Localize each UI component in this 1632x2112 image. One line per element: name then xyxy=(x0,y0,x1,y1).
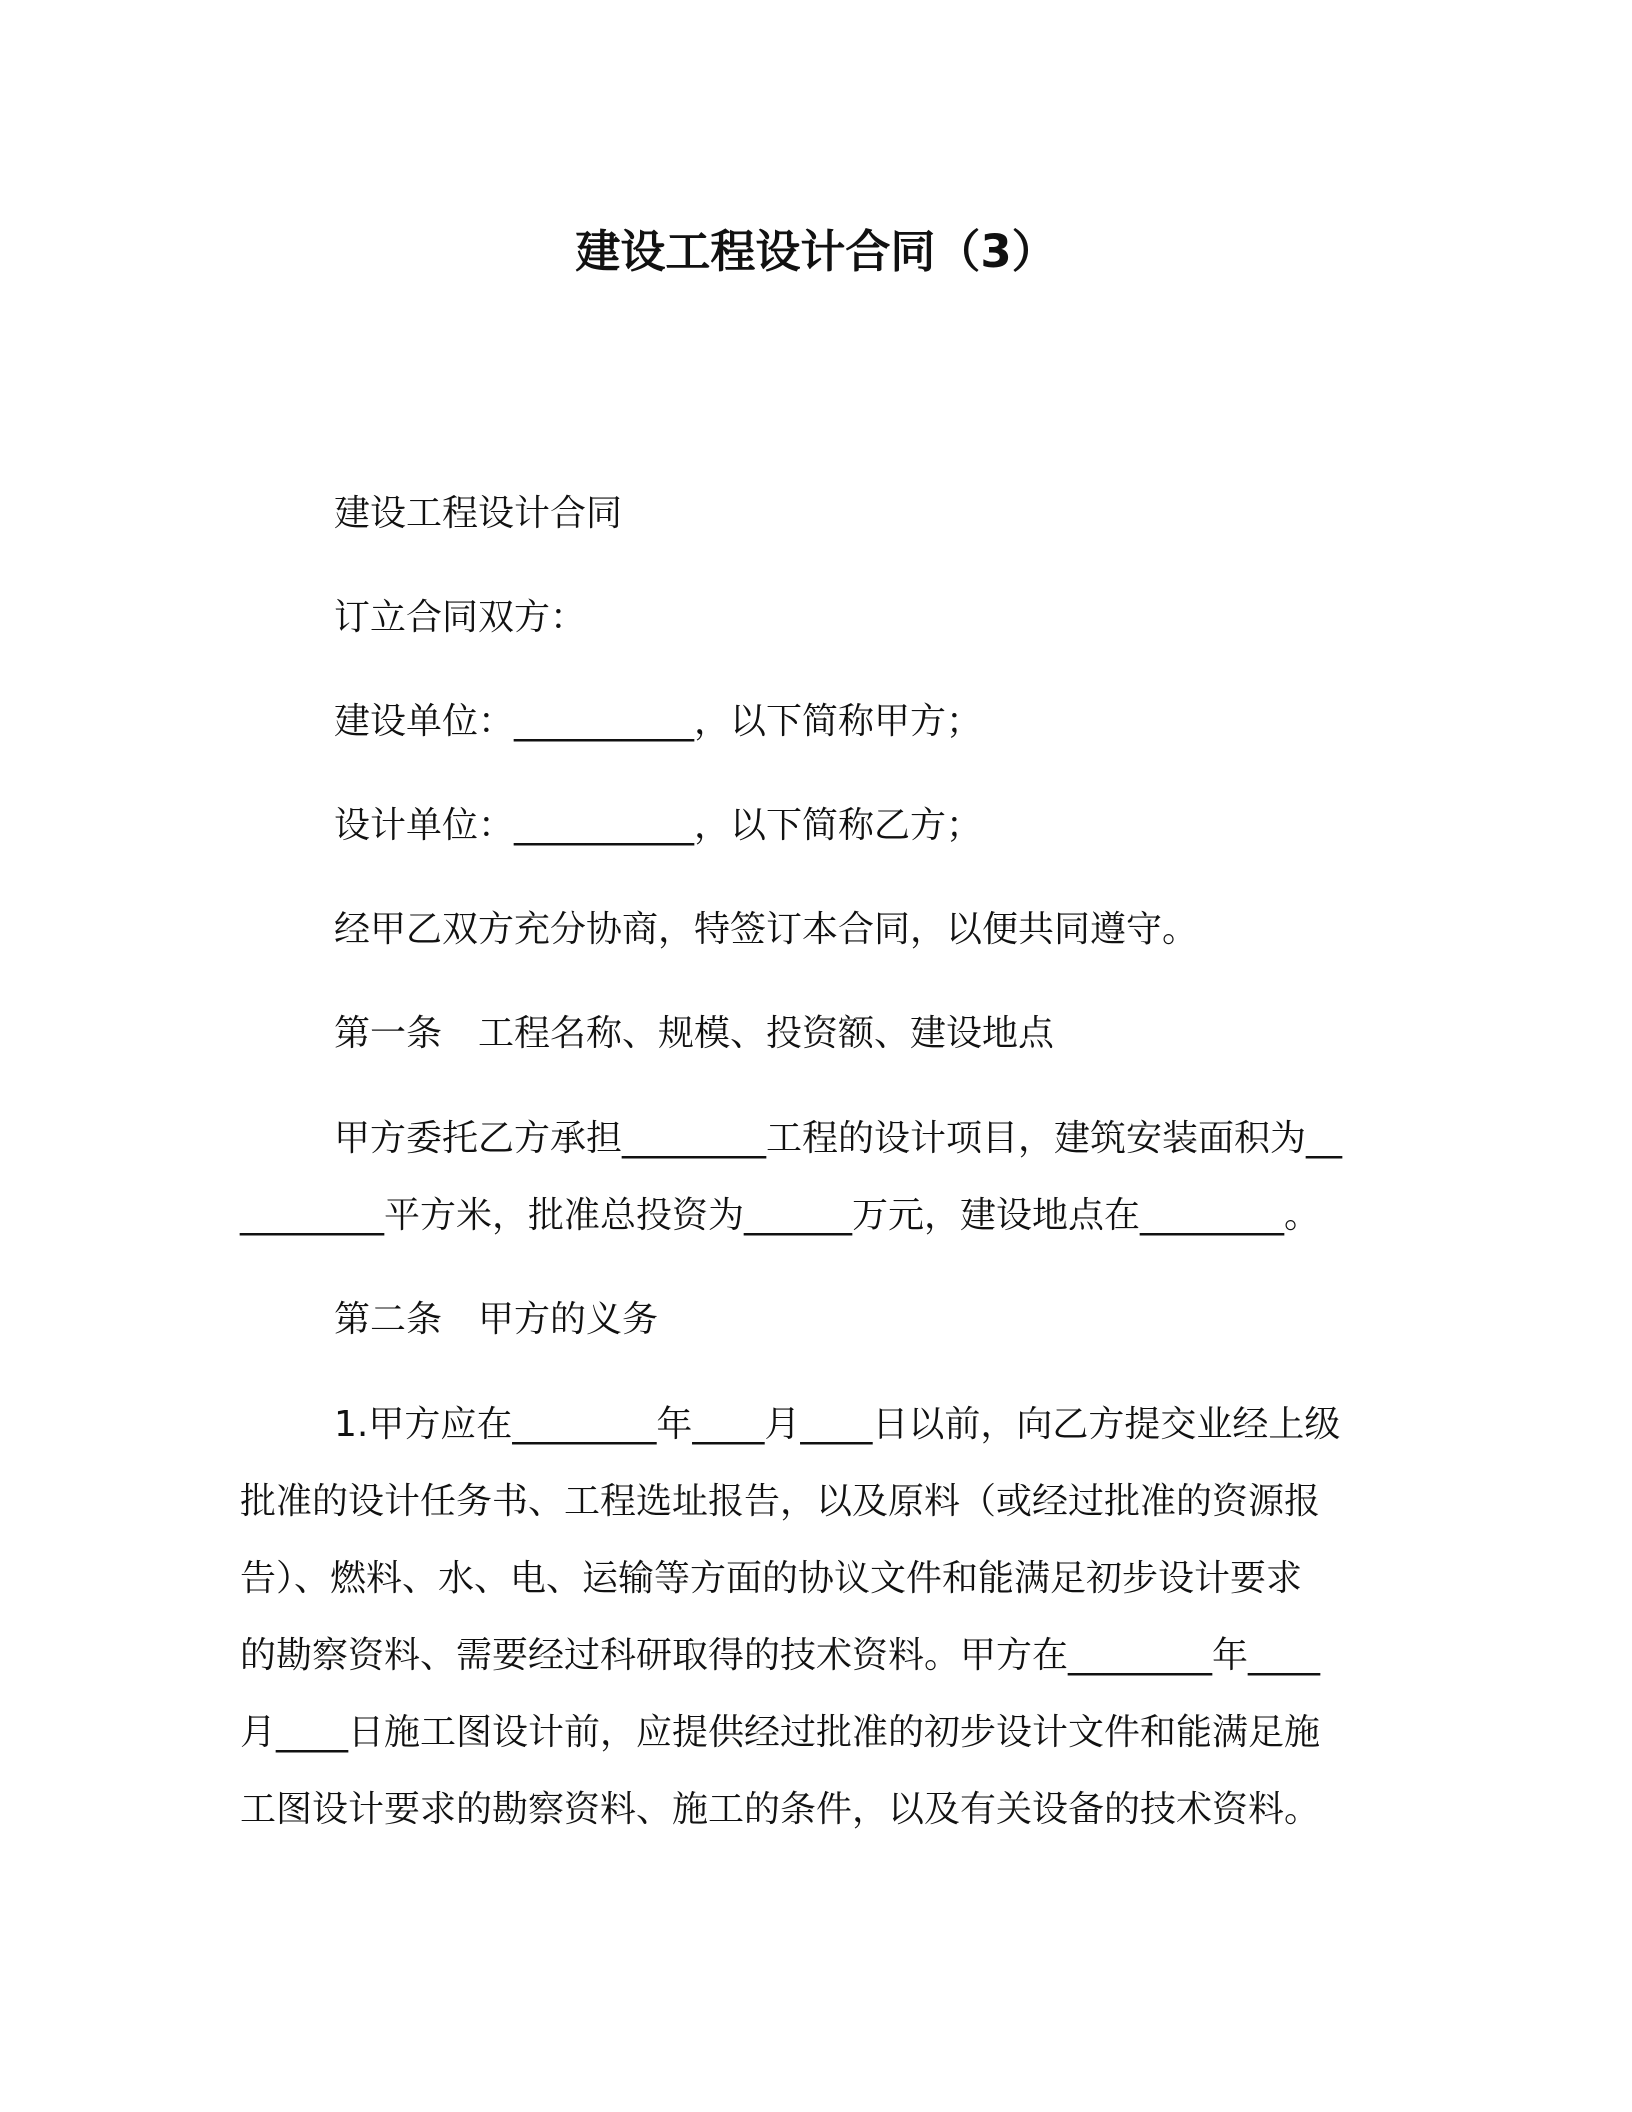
clause-1-line: 甲方委托乙方承担________工程的设计项目，建筑安装面积为__ xyxy=(334,1118,1343,1159)
clause-2-line: 1.甲方应在________年____月____日以前，向乙方提交业经上级 xyxy=(334,1404,1341,1445)
document-title: 建设工程设计合同（3） xyxy=(575,225,1057,278)
paragraph-party-a: 建设单位：__________，以下简称甲方； xyxy=(334,701,983,742)
clause-1-line: ________平方米，批准总投资为______万元，建设地点在________。 xyxy=(240,1195,1321,1236)
clause-2-heading: 第二条 甲方的义务 xyxy=(334,1299,659,1340)
clause-1-text xyxy=(240,1100,1370,1254)
paragraph-contract-name: 建设工程设计合同 xyxy=(334,493,623,534)
clause-2-line: 批准的设计任务书、工程选址报告，以及原料（或经过批准的资源报 xyxy=(240,1481,1321,1522)
paragraph-party-b: 设计单位：__________，以下简称乙方； xyxy=(334,805,983,846)
clause-2-item-1-text xyxy=(240,1386,1370,1848)
clause-2-line: 告）、燃料、水、电、运输等方面的协议文件和能满足初步设计要求 xyxy=(240,1558,1303,1599)
clause-2-line: 工图设计要求的勘察资料、施工的条件，以及有关设备的技术资料。 xyxy=(240,1789,1321,1830)
document-body xyxy=(240,488,1370,1888)
paragraph-agreement: 经甲乙双方充分协商，特签订本合同，以便共同遵守。 xyxy=(334,909,1199,950)
paragraph-parties-intro: 订立合同双方： xyxy=(334,597,587,638)
clause-2-line: 的勘察资料、需要经过科研取得的技术资料。甲方在________年____ xyxy=(240,1635,1321,1676)
clause-2-line: 月____日施工图设计前，应提供经过批准的初步设计文件和能满足施 xyxy=(240,1712,1321,1753)
clause-1-heading: 第一条 工程名称、规模、投资额、建设地点 xyxy=(334,1013,1055,1054)
